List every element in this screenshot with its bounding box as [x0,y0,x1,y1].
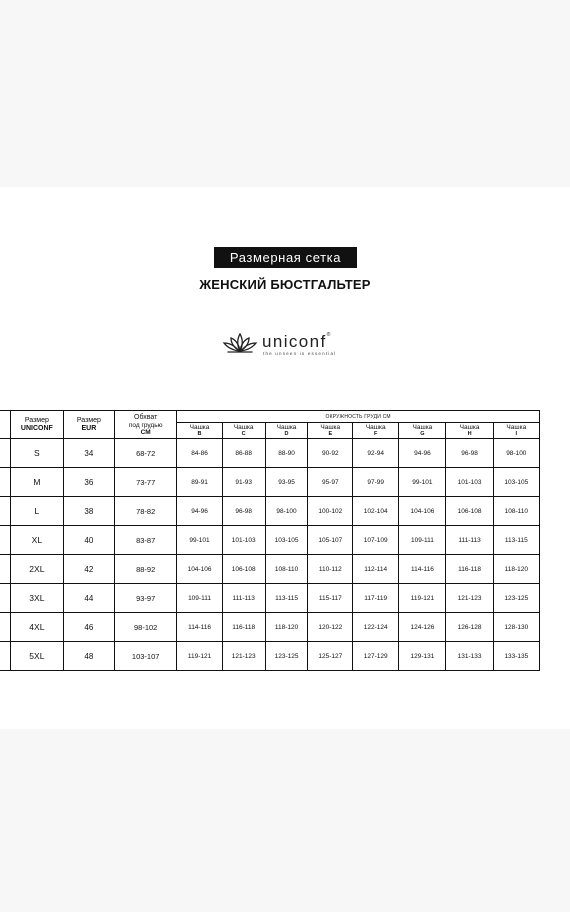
bust-cell-h: 96-98 [446,439,493,468]
size-table-body [0,439,540,671]
bust-cell-c: 86-88 [222,439,265,468]
bust-cell-d: 103-105 [265,526,308,555]
eur-size-cell: 42 [63,555,114,584]
uniconf-size-cell: 3XL [11,584,64,613]
underbust-cell: 83-87 [115,526,177,555]
bust-cell-g: 124-126 [399,613,446,642]
table-row [0,468,540,497]
bust-cell-c: 101-103 [222,526,265,555]
bust-cell-b: 104-106 [177,555,222,584]
eur-size-cell: 34 [63,439,114,468]
uniconf-size-cell: S [11,439,64,468]
bust-cell-h: 101-103 [446,468,493,497]
measure-cell [0,526,11,555]
measure-cell [0,584,11,613]
bust-cell-c: 121-123 [222,642,265,671]
table-row [0,584,540,613]
bust-cell-g: 119-121 [399,584,446,613]
underbust-cell: 68-72 [115,439,177,468]
underbust-cell: 73-77 [115,468,177,497]
cup-header-h: Чашка H [446,423,493,439]
bust-cell-e: 120-122 [308,613,353,642]
measure-cell [0,439,11,468]
table-row [0,439,540,468]
bust-cell-g: 94-96 [399,439,446,468]
bust-cell-e: 115-117 [308,584,353,613]
bust-cell-f: 102-104 [353,497,399,526]
bust-cell-h: 116-118 [446,555,493,584]
measure-cell [0,555,11,584]
measure-cell [0,497,11,526]
underbust-cell: 98-102 [115,613,177,642]
uniconf-size-cell: 5XL [11,642,64,671]
table-row [0,526,540,555]
measure-cell [0,642,11,671]
eur-size-cell: 40 [63,526,114,555]
uniconf-size-header: Размер UNICONF [11,411,64,439]
cup-header-d: Чашка D [265,423,308,439]
cup-header-c: Чашка C [222,423,265,439]
cup-header-f: Чашка F [353,423,399,439]
bust-cell-e: 95-97 [308,468,353,497]
bust-cell-i: 128-130 [493,613,539,642]
lotus-icon [222,331,258,353]
underbust-cell: 78-82 [115,497,177,526]
bust-cell-c: 96-98 [222,497,265,526]
bust-cell-e: 105-107 [308,526,353,555]
uniconf-size-cell: L [11,497,64,526]
bust-cell-f: 107-109 [353,526,399,555]
size-chart-sheet [0,187,570,729]
brand-logo [222,330,352,360]
bust-cell-i: 98-100 [493,439,539,468]
bust-cell-i: 123-125 [493,584,539,613]
bust-cell-g: 109-111 [399,526,446,555]
bust-cell-g: 99-101 [399,468,446,497]
bust-cell-d: 123-125 [265,642,308,671]
measure-cell [0,468,11,497]
bust-cell-b: 114-116 [177,613,222,642]
bust-cell-e: 100-102 [308,497,353,526]
eur-size-cell: 46 [63,613,114,642]
bust-cell-h: 111-113 [446,526,493,555]
eur-size-cell: 38 [63,497,114,526]
bust-cell-i: 108-110 [493,497,539,526]
bust-cell-d: 98-100 [265,497,308,526]
cup-header-b: Чашка B [177,423,222,439]
size-chart-badge: Размерная сетка [214,247,357,268]
product-title: ЖЕНСКИЙ БЮСТГАЛЬТЕР [199,277,371,292]
measure-cell [0,613,11,642]
bust-cell-h: 121-123 [446,584,493,613]
bust-cell-f: 92-94 [353,439,399,468]
bust-cell-i: 118-120 [493,555,539,584]
measure-header [0,411,11,439]
bust-cell-g: 129-131 [399,642,446,671]
bust-cell-d: 88-90 [265,439,308,468]
eur-size-cell: 48 [63,642,114,671]
bust-cell-e: 110-112 [308,555,353,584]
bust-cell-b: 89-91 [177,468,222,497]
bust-cell-c: 116-118 [222,613,265,642]
size-table [0,410,540,671]
underbust-cell: 93-97 [115,584,177,613]
bust-cell-f: 117-119 [353,584,399,613]
uniconf-size-cell: XL [11,526,64,555]
bust-cell-h: 126-128 [446,613,493,642]
bust-cell-b: 99-101 [177,526,222,555]
bust-cell-f: 97-99 [353,468,399,497]
table-row [0,555,540,584]
brand-name: uniconf® [262,332,332,351]
bust-cell-i: 103-105 [493,468,539,497]
bust-cell-b: 119-121 [177,642,222,671]
bust-cell-c: 91-93 [222,468,265,497]
uniconf-size-cell: 2XL [11,555,64,584]
underbust-header: Обхват под грудью СМ [115,411,177,439]
cup-header-i: Чашка I [493,423,539,439]
eur-size-cell: 44 [63,584,114,613]
bust-cell-d: 108-110 [265,555,308,584]
bust-cell-g: 114-116 [399,555,446,584]
eur-size-header: Размер EUR [63,411,114,439]
bust-cell-d: 113-115 [265,584,308,613]
bust-cell-c: 106-108 [222,555,265,584]
bust-cell-b: 94-96 [177,497,222,526]
bust-cell-h: 131-133 [446,642,493,671]
bust-cell-c: 111-113 [222,584,265,613]
bust-cell-f: 122-124 [353,613,399,642]
bust-cell-f: 127-129 [353,642,399,671]
table-row [0,613,540,642]
bust-cell-d: 93-95 [265,468,308,497]
bust-cell-d: 118-120 [265,613,308,642]
bust-cell-g: 104-106 [399,497,446,526]
underbust-cell: 103-107 [115,642,177,671]
underbust-cell: 88-92 [115,555,177,584]
bust-cell-b: 84-86 [177,439,222,468]
table-row [0,497,540,526]
bust-cell-e: 90-92 [308,439,353,468]
bust-cell-i: 133-135 [493,642,539,671]
brand-slogan: the unseen is essential [263,351,337,356]
bust-cell-e: 125-127 [308,642,353,671]
bust-cell-b: 109-111 [177,584,222,613]
cup-header-g: Чашка G [399,423,446,439]
uniconf-size-cell: M [11,468,64,497]
bust-circumference-header: ОКРУЖНОСТЬ ГРУДИ СМ [177,411,540,423]
bust-cell-h: 106-108 [446,497,493,526]
bust-cell-i: 113-115 [493,526,539,555]
uniconf-size-cell: 4XL [11,613,64,642]
cup-header-e: Чашка E [308,423,353,439]
table-row [0,642,540,671]
eur-size-cell: 36 [63,468,114,497]
bust-cell-f: 112-114 [353,555,399,584]
